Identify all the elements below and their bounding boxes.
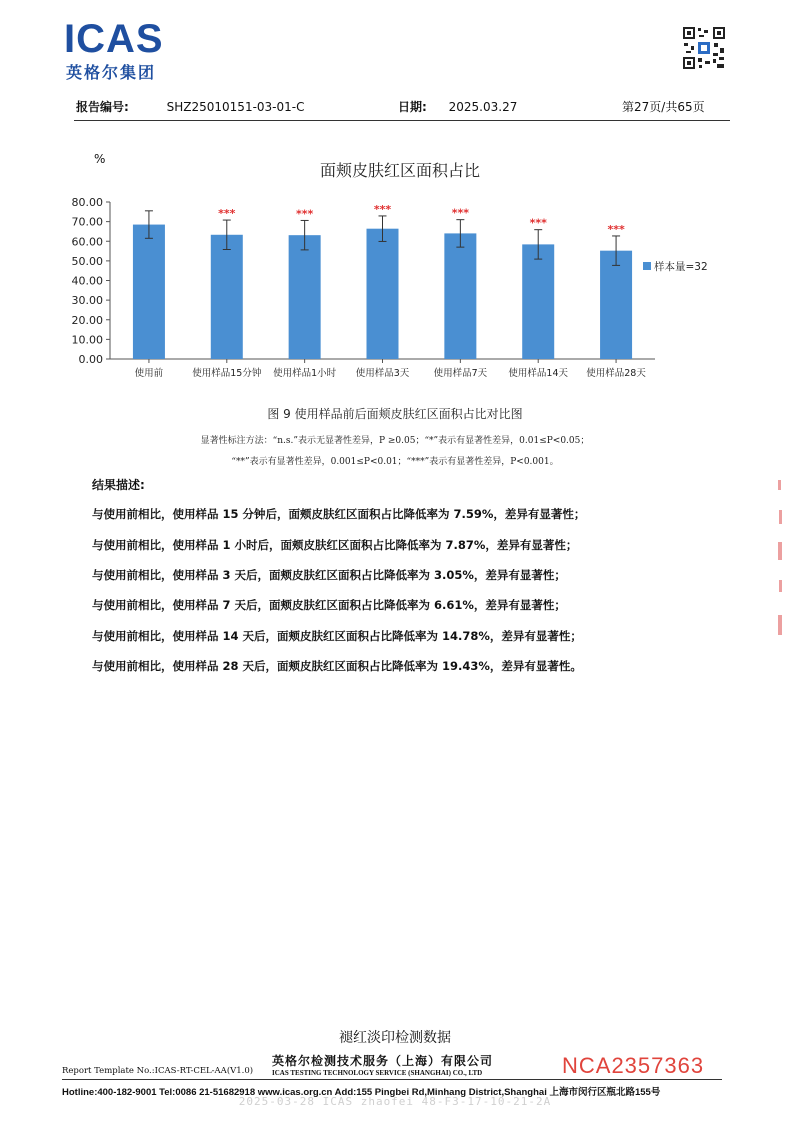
figure-caption: 图 9 使用样品前后面颊皮肤红区面积占比对比图 bbox=[267, 407, 523, 421]
y-tick-label: 40.00 bbox=[71, 274, 103, 288]
significance-label: *** bbox=[373, 202, 392, 216]
footer-divider bbox=[62, 1079, 722, 1080]
print-watermark: 2025-03-28 ICAS zhaofei 48-F3-17-10-21-2A bbox=[238, 1095, 552, 1108]
legend-swatch bbox=[643, 262, 651, 270]
qr-code-icon bbox=[682, 26, 726, 70]
bar bbox=[211, 235, 243, 359]
result-line: 与使用前相比，使用样品 1 小时后，面颊皮肤红区面积占比降低率为 7.87%，差异有显著性； bbox=[92, 538, 578, 552]
significance-label: *** bbox=[218, 207, 236, 221]
y-axis-unit: % bbox=[94, 152, 106, 166]
y-tick-label: 0.00 bbox=[78, 353, 103, 366]
y-tick-label: 70.00 bbox=[71, 215, 103, 229]
page-indicator: 第27页/共65页 bbox=[622, 100, 705, 114]
result-line: 与使用前相比，使用样品 7 天后，面颊皮肤红区面积占比降低率为 6.61%，差异有显著性； bbox=[92, 598, 566, 612]
report-number bbox=[76, 98, 305, 115]
company-name-cn: 英格尔检测技术服务（上海）有限公司 bbox=[272, 1054, 494, 1068]
y-tick-label: 30.00 bbox=[71, 294, 103, 308]
bar bbox=[367, 229, 399, 359]
results-title: 结果描述: bbox=[92, 478, 145, 492]
bar bbox=[522, 244, 554, 359]
x-tick-label: 使用样品14天 bbox=[508, 368, 569, 379]
y-tick-label: 20.00 bbox=[71, 313, 103, 327]
significance-label: *** bbox=[451, 206, 469, 220]
chart-title: 面颊皮肤红区面积占比 bbox=[319, 161, 480, 180]
legend-label: 样本量=32 bbox=[654, 261, 708, 273]
y-tick-label: 10.00 bbox=[71, 333, 103, 347]
y-tick-label: 80.00 bbox=[71, 196, 103, 209]
result-line: 与使用前相比，使用样品 15 分钟后，面颊皮肤红区面积占比降低率为 7.59%，差异有显著性； bbox=[92, 507, 586, 521]
y-tick-label: 50.00 bbox=[71, 254, 103, 268]
bar bbox=[600, 251, 632, 359]
x-tick-label: 使用前 bbox=[134, 368, 164, 379]
header-divider bbox=[74, 120, 730, 121]
significance-label: *** bbox=[296, 207, 314, 221]
significance-note-line1: 显著性标注方法：“n.s.”表示无显著性差异，P ≥0.05；“*”表示有显著性差异，0.01≤P<0.05； bbox=[200, 436, 590, 446]
bar bbox=[289, 235, 321, 359]
seal-edge-mark bbox=[775, 480, 785, 640]
report-template-number: Report Template No.:ICAS-RT-CEL-AA(V1.0) bbox=[62, 1066, 254, 1076]
logo-chinese-name: 英格尔集团 bbox=[66, 63, 157, 82]
x-tick-label: 使用样品15分钟 bbox=[192, 368, 262, 379]
date-value: 2025.03.27 bbox=[448, 100, 518, 114]
nca-number: NCA2357363 bbox=[562, 1053, 705, 1078]
icas-logo: ICAS bbox=[64, 17, 164, 61]
report-date bbox=[398, 98, 517, 115]
result-line: 与使用前相比，使用样品 28 天后，面颊皮肤红区面积占比降低率为 19.43%，差异有显著性。 bbox=[92, 659, 582, 673]
report-number-label: 报告编号: bbox=[76, 100, 129, 114]
significance-note-line2: “**”表示有显著性差异，0.001≤P<0.01；“***”表示有显著性差异，P<0.001。 bbox=[231, 457, 559, 467]
stamp-caption: 褪红淡印检测数据 bbox=[339, 1030, 451, 1046]
result-line: 与使用前相比，使用样品 14 天后，面颊皮肤红区面积占比降低率为 14.78%，差异有显著性； bbox=[92, 629, 582, 643]
company-name-en: ICAS TESTING TECHNOLOGY SERVICE (SHANGHAI) CO., LTD bbox=[272, 1069, 483, 1077]
x-tick-label: 使用样品28天 bbox=[586, 368, 646, 379]
result-line: 与使用前相比，使用样品 3 天后，面颊皮肤红区面积占比降低率为 3.05%，差异有显著性； bbox=[92, 568, 566, 582]
y-tick-label: 60.00 bbox=[71, 235, 103, 249]
x-tick-label: 使用样品3天 bbox=[355, 368, 410, 379]
report-number-value: SHZ25010151-03-01-C bbox=[166, 100, 305, 114]
x-tick-label: 使用样品1小时 bbox=[273, 368, 337, 379]
x-tick-label: 使用样品7天 bbox=[433, 368, 488, 379]
bar bbox=[444, 233, 476, 359]
significance-label: *** bbox=[607, 222, 625, 236]
date-label: 日期: bbox=[398, 100, 427, 114]
bar-chart bbox=[60, 180, 740, 385]
significance-label: *** bbox=[529, 216, 547, 230]
contact-info: Hotline:400-182-9001 Tel:0086 21-51682918 www.icas.org.cn Add:155 Pingbei Rd,Minhang District,Shanghai 上海市闵行区瓶北路155号 bbox=[62, 1087, 661, 1098]
bar bbox=[133, 225, 165, 359]
